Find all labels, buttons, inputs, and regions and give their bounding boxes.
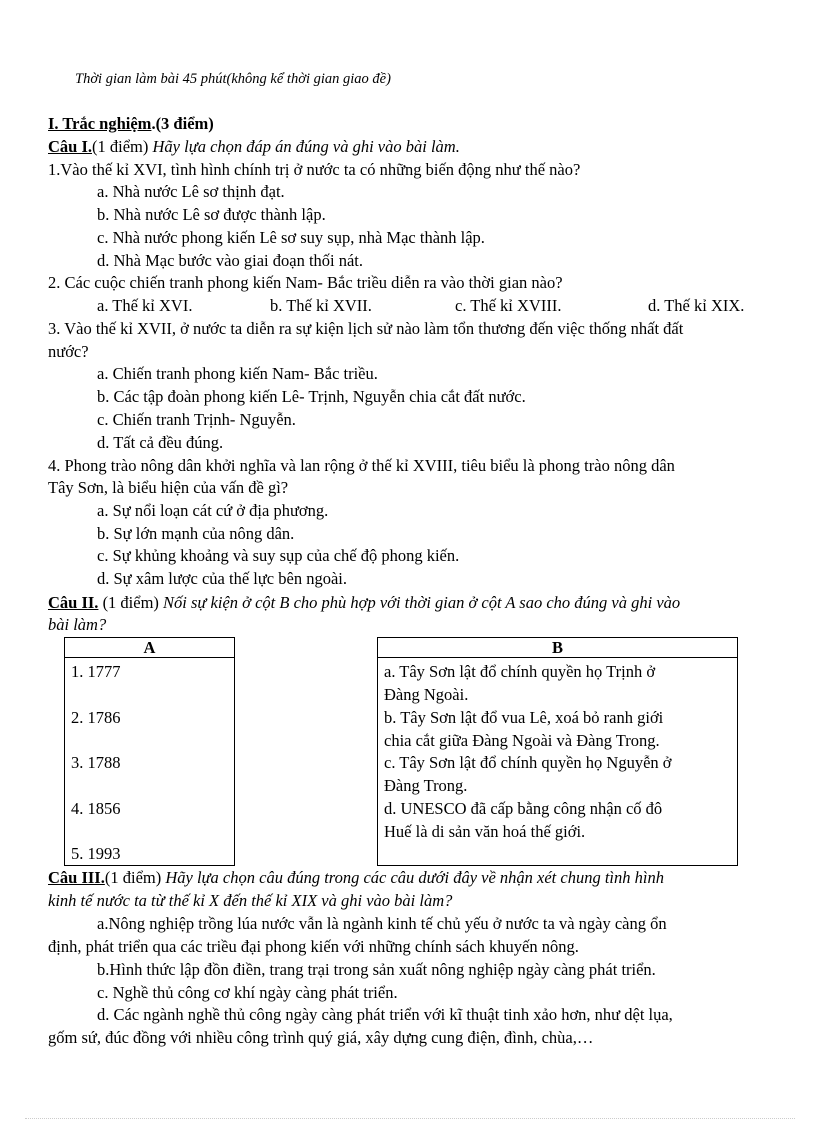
column-b-line: a. Tây Sơn lật đổ chính quyền họ Trịnh ở <box>384 662 656 681</box>
q3-option-d-line1: d. Các ngành nghề thủ công ngày càng phát triển với kĩ thuật tinh xảo hơn, như dệt lụa, <box>97 1005 673 1024</box>
q1-4-option-a: a. Sự nổi loạn cát cứ ở địa phương. <box>97 501 329 520</box>
q3-label: Câu III. <box>48 868 105 887</box>
column-b-line: Huế là di sản văn hoá thế giới. <box>384 822 586 841</box>
column-b-line: Đàng Ngoài. <box>384 685 469 704</box>
column-b-line: c. Tây Sơn lật đổ chính quyền họ Nguyễn ở <box>384 753 672 772</box>
q3-option-a-line2: định, phát triển qua các triều đại phong kiến với những chính sách khuyến nông. <box>48 937 579 956</box>
column-b-line: d. UNESCO đã cấp bằng công nhận cố đô <box>384 799 663 818</box>
q3-option-b: b.Hình thức lập đồn điền, trang trại trong sản xuất nông nghiệp ngày càng phát triển. <box>97 960 656 979</box>
question-4-line2: Tây Sơn, là biểu hiện của vấn đề gì? <box>48 478 289 497</box>
column-a-row: 2. 1786 <box>71 708 121 727</box>
q3-option-d-line2: gốm sứ, đúc đồng với nhiều công trình quý giá, xây dựng cung điện, đình, chùa,… <box>48 1028 594 1047</box>
q1-4-option-d: d. Sự xâm lược của thế lực bên ngoài. <box>97 569 347 588</box>
q1-3-option-c: c. Chiến tranh Trịnh- Nguyễn. <box>97 410 296 429</box>
q1-2-option-a: a. Thế kỉ XVI. <box>97 296 193 315</box>
column-b-header: B <box>378 638 737 658</box>
q3-instruction-line2: kinh tế nước ta từ thế kỉ X đến thế kỉ XIX và ghi vào bài làm? <box>48 891 453 910</box>
q1-1-option-c: c. Nhà nước phong kiến Lê sơ suy sụp, nhà Mạc thành lập. <box>97 228 485 247</box>
column-a-row: 1. 1777 <box>71 662 121 681</box>
q1-points: (1 điểm) <box>92 137 153 156</box>
column-a-row: 4. 1856 <box>71 799 121 818</box>
q1-3-option-b: b. Các tập đoàn phong kiến Lê- Trịnh, Nguyễn chia cắt đất nước. <box>97 387 526 406</box>
q1-3-option-d: d. Tất cả đều đúng. <box>97 433 224 452</box>
q1-4-option-b: b. Sự lớn mạnh của nông dân. <box>97 524 295 543</box>
q1-4-option-c: c. Sự khủng khoảng và suy sụp của chế độ phong kiến. <box>97 546 460 565</box>
q2-label: Câu II. <box>48 593 99 612</box>
column-a-row: 3. 1788 <box>71 753 121 772</box>
q3-instruction-line1: Hãy lựa chọn câu đúng trong các câu dưới đây về nhận xét chung tình hình <box>165 868 664 887</box>
table-column-a <box>64 637 235 866</box>
column-b-line: b. Tây Sơn lật đổ vua Lê, xoá bỏ ranh giới <box>384 708 664 727</box>
q3-points: (1 điểm) <box>104 868 166 887</box>
column-b-line: chia cắt giữa Đàng Ngoài và Đàng Trong. <box>384 731 660 750</box>
question-4-line1: 4. Phong trào nông dân khởi nghĩa và lan rộng ở thế kỉ XVIII, tiêu biểu là phong trào nông dân <box>48 456 675 475</box>
section-title <box>48 114 214 134</box>
table-column-b <box>377 637 738 866</box>
column-a-row: 5. 1993 <box>71 844 121 863</box>
page-footer-divider <box>25 1118 795 1119</box>
q2-instruction-line2: bài làm? <box>48 615 107 634</box>
q1-1-option-b: b. Nhà nước Lê sơ được thành lập. <box>97 205 326 224</box>
q2-instruction-line1: Nối sự kiện ở cột B cho phù hợp với thời gian ở cột A sao cho đúng và ghi vào <box>163 593 681 612</box>
question-1: 1.Vào thế kỉ XVI, tình hình chính trị ở nước ta có những biến động như thế nào? <box>48 160 581 179</box>
column-b-line: Đàng Trong. <box>384 776 468 795</box>
time-note: Thời gian làm bài 45 phút(không kể thời gian giao đề) <box>75 71 391 87</box>
q1-heading <box>48 137 460 157</box>
section-points: .(3 điểm) <box>151 114 214 133</box>
question-2: 2. Các cuộc chiến tranh phong kiến Nam- Bắc triều diễn ra vào thời gian nào? <box>48 273 563 292</box>
q1-1-option-a: a. Nhà nước Lê sơ thịnh đạt. <box>97 182 285 201</box>
column-a-header: A <box>65 638 234 658</box>
q2-heading <box>48 593 680 613</box>
q3-option-c: c. Nghề thủ công cơ khí ngày càng phát triển. <box>97 983 398 1002</box>
question-3-line2: nước? <box>48 342 89 361</box>
q2-points: (1 điểm) <box>98 593 164 612</box>
q1-2-option-d: d. Thế kỉ XIX. <box>648 296 745 315</box>
q1-instruction: Hãy lựa chọn đáp án đúng và ghi vào bài làm. <box>152 137 460 156</box>
question-3-line1: 3. Vào thế kỉ XVII, ở nước ta diễn ra sự kiện lịch sử nào làm tổn thương đến việc thống nhất đất <box>48 319 684 338</box>
q3-option-a-line1: a.Nông nghiệp trồng lúa nước vẫn là ngành kinh tế chủ yếu ở nước ta và ngày càng ổn <box>97 914 667 933</box>
q1-2-option-c: c. Thế kỉ XVIII. <box>455 296 562 315</box>
q1-3-option-a: a. Chiến tranh phong kiến Nam- Bắc triều. <box>97 364 378 383</box>
section-title-text: I. Trắc nghiệm <box>48 114 152 133</box>
q3-heading <box>48 868 664 888</box>
q1-1-option-d: d. Nhà Mạc bước vào giai đoạn thối nát. <box>97 251 364 270</box>
q1-2-option-b: b. Thế kỉ XVII. <box>270 296 372 315</box>
q1-label: Câu I. <box>48 137 93 156</box>
